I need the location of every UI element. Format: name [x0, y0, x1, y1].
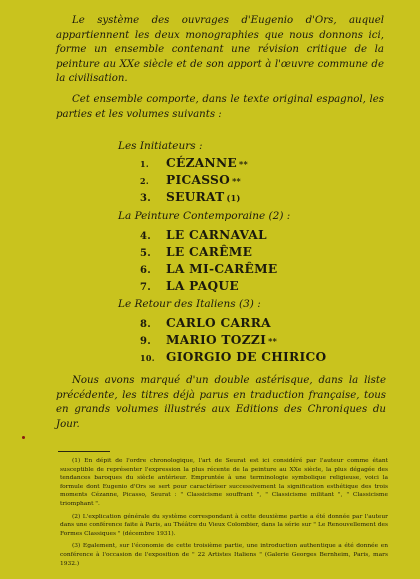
volume-title: LE CARNAVAL	[166, 228, 267, 242]
closing-paragraph: Nous avons marqué d'un double astérisque, dans la liste précédente, les titres déjà parus en traduction française, tous en grands volumes illustrés aux Editions des Chroniques du Jour.	[56, 375, 386, 430]
volume-entry	[134, 262, 374, 276]
footnotes	[60, 457, 388, 572]
footnote: (3) Egalement, sur l'économie de cette troisième partie, une introduction authentique a été donnée en conférence à l'occasion de l'exposition de " 22 Artistes Italiens " (Galerie Georges Bernheim, Paris, mars 1932.)	[60, 543, 388, 567]
volume-entry	[134, 279, 374, 293]
section-title: Les Initiateurs :	[118, 140, 203, 152]
footnote: (2) L'explication générale du système correspondant à cette deuxième partie a été donnée par l'auteur dans une conférence faite à Paris, au Théâtre du Vieux Colombier, dans la série sur " Le Renouvellement des Formes Classiques " (décembre 1931).	[60, 513, 388, 537]
volume-number: 8.	[140, 319, 152, 330]
volume-entry	[134, 228, 374, 242]
volume-entry	[134, 350, 374, 364]
volume-entry	[134, 316, 374, 330]
volume-entry	[134, 190, 374, 204]
volume-mark: **	[232, 176, 242, 186]
volume-title: PICASSO	[166, 173, 231, 187]
volume-entry	[134, 333, 374, 347]
volume-title: SEURAT	[166, 190, 225, 204]
volume-entry	[134, 173, 374, 187]
intro-paragraph: Le système des ouvrages d'Eugenio d'Ors, auquel appartiennent les deux monographies que nous donnons ici, forme un ensemble contenant une révision critique de la peinture au XXe siècle et de son apport à l'œuvre commune de la civilisation.	[56, 15, 384, 85]
volume-title: GIORGIO DE CHIRICO	[166, 350, 327, 364]
volume-mark: (1)	[226, 193, 241, 203]
volume-mark: **	[239, 159, 248, 169]
section-title: Le Retour des Italiens (3) :	[118, 298, 261, 310]
volume-entry	[134, 156, 374, 170]
volume-title: LA PAQUE	[166, 279, 239, 293]
intro-paragraph: Cet ensemble comporte, dans le texte original espagnol, les parties et les volumes suivants :	[56, 93, 384, 120]
volume-title: CÉZANNE	[166, 156, 238, 170]
volume-number: 2.	[140, 176, 149, 186]
volume-number: 10.	[140, 353, 155, 363]
volume-number: 1.	[140, 159, 149, 169]
footnote-rule	[58, 451, 110, 452]
volume-entry	[134, 245, 374, 259]
volume-title: CARLO CARRA	[166, 316, 271, 330]
volume-number: 7.	[140, 282, 152, 293]
volume-number: 4.	[140, 231, 152, 242]
intro-text	[56, 14, 384, 122]
volume-number: 3.	[140, 193, 152, 204]
volume-number: 6.	[140, 265, 152, 276]
volume-number: 9.	[140, 336, 152, 347]
volume-mark: **	[268, 336, 278, 346]
volume-title: LE CARÊME	[166, 245, 253, 259]
closing-text	[56, 374, 386, 432]
margin-dot	[22, 436, 25, 439]
section-title: La Peinture Contemporaine (2) :	[118, 210, 291, 222]
footnote: (1) En dépit de l'ordre chronologique, l'art de Seurat est ici considéré par l'auteur comme étant susceptible de représenter l'expression la plus récente de la peinture au XXe siècle, la plus dégagée des tendances baroques du siècle antérieur. Empruntée à une terminologie symbolique religieuse, voici la formule dont Eugenio d'Ors se sert pour caractériser successivement la signification esthétique des trois moments Cézanne, Picasso, Seurat : " Classicisme souffrant ", " Classicisme militant ", " Classicisme triomphant ".	[60, 458, 388, 507]
volume-title: LA MI-CARÊME	[166, 262, 278, 276]
volume-number: 5.	[140, 248, 152, 259]
volume-title: MARIO TOZZI	[166, 333, 267, 347]
